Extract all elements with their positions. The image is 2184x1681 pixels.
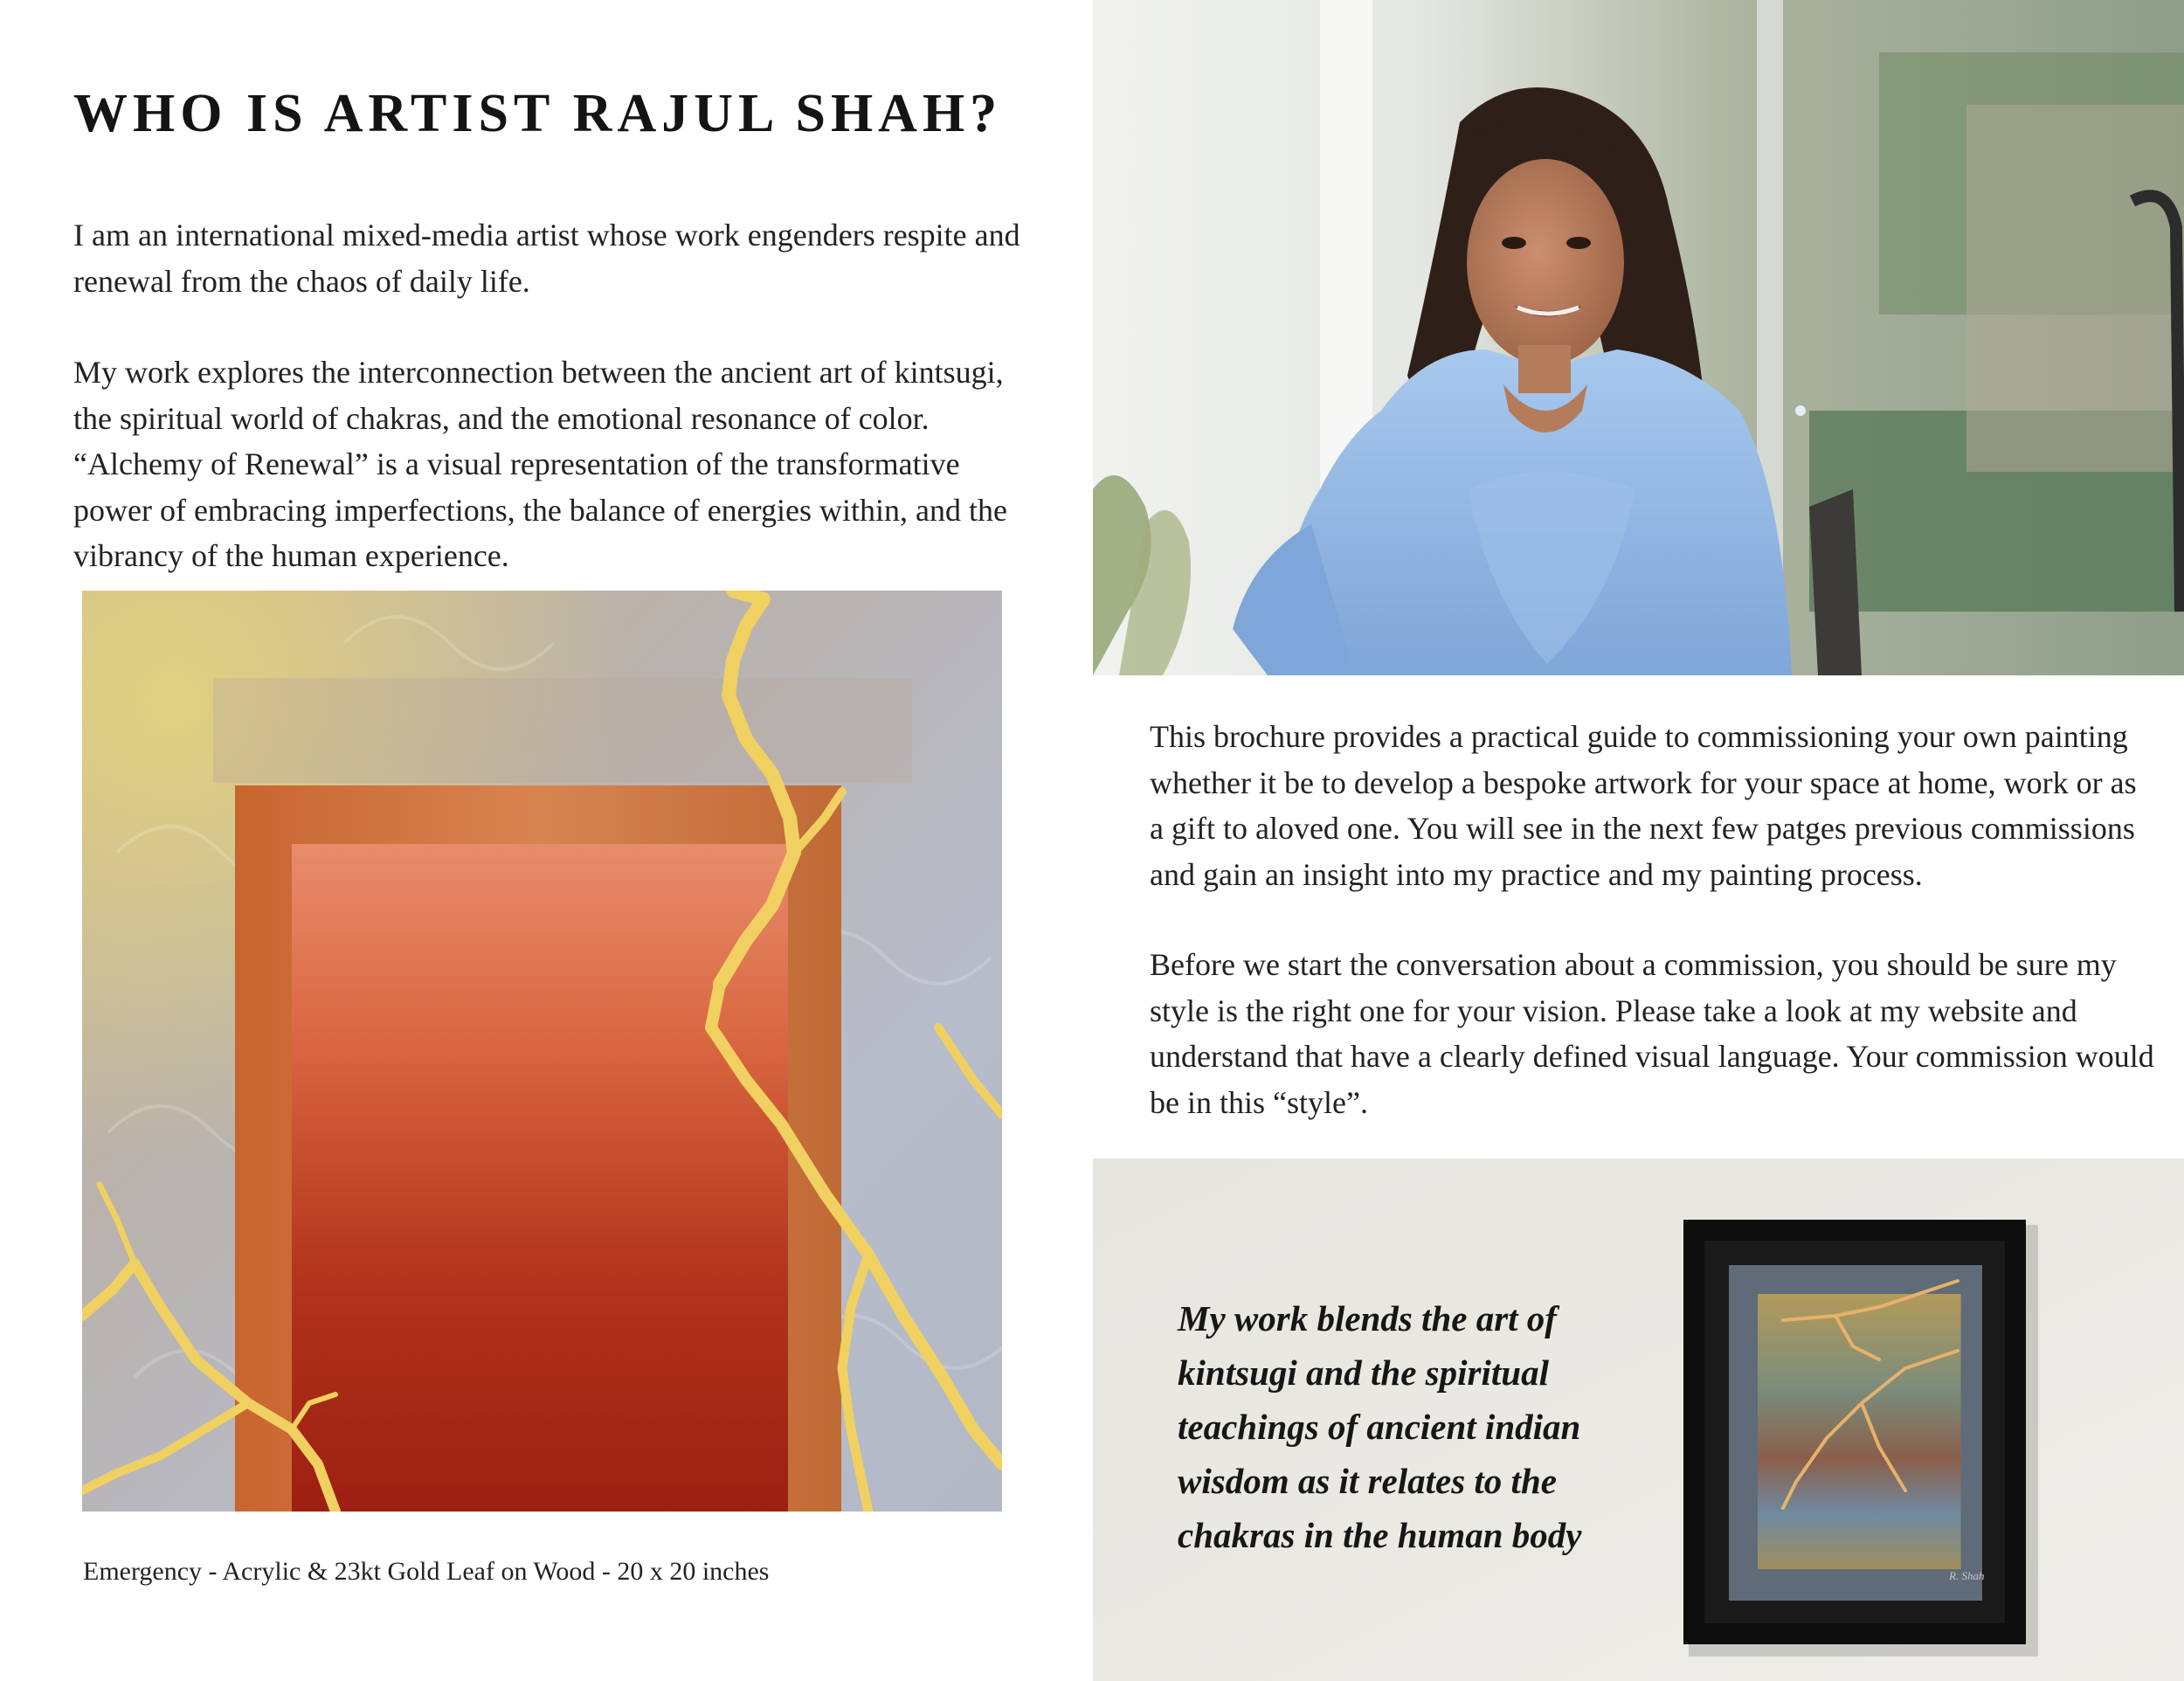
brochure-paragraph-1: This brochure provides a practical guide to commissioning your own painting whether it be to develop a bespoke artwork for your space at home, work or as a gift to aloved one. You will see in the next few patges previous commissions and gain an insight into my practice and my painting process. — [1150, 719, 2137, 892]
brochure-paragraph-2: Before we start the conversation about a commission, you should be sure my style is the right one for your vision. Please take a look at my website and understand that have a clearly defined visual language. Your commission would be in this “style”. — [1150, 947, 2154, 1120]
painting-signature: R. Shah — [1949, 1569, 1985, 1582]
intro-paragraph-2: My work explores the interconnection between the ancient art of kintsugi, the spiritual world of chakras, and the emotional resonance of color. “Alchemy of Renewal” is a visual representation of the transformative power of embracing imperfections, the balance of energies within, and the vibrancy of the human experience. — [73, 355, 1007, 573]
artist-photo — [1093, 0, 2184, 675]
intro-paragraph-1: I am an international mixed-media artist whose work engenders respite and renewal from the chaos of daily life. — [73, 218, 1020, 299]
artwork-image — [82, 591, 1002, 1512]
artwork-caption: Emergency - Acrylic & 23kt Gold Leaf on Wood - 20 x 20 inches — [83, 1557, 770, 1586]
page-title: WHO IS ARTIST RAJUL SHAH? — [73, 84, 1003, 143]
artist-quote: My work blends the art of kintsugi and the spiritual teachings of ancient indian wisdom as it relates to the chakras in the human body — [1178, 1298, 1582, 1555]
